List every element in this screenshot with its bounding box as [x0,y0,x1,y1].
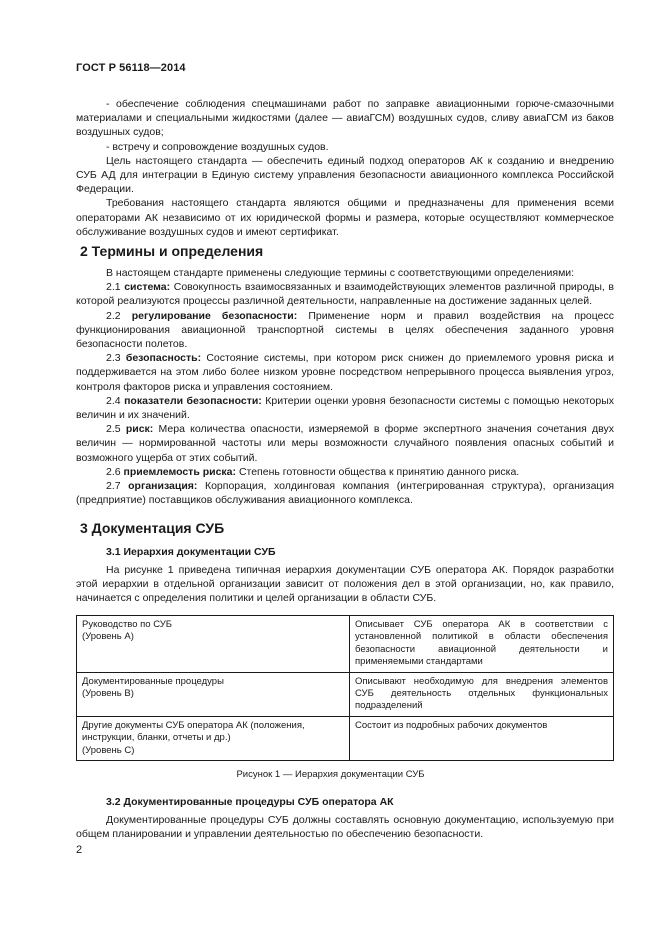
term-definition: Мера количества опасности, измеряемой в форме экспертного значения сочетания двух величин — нормированной частоты или меры возможности случайного появления опасных событий и возможного ущерба от этих событий. [76,423,614,464]
term-item: 2.7 организация: Корпорация, холдинговая компания (интегрированная структура), организация (предприятие) поставщиков обслуживания авиационного комплекса. [76,480,615,507]
table-row [77,672,614,716]
intro-block [76,97,614,239]
level-label: (Уровень С) [82,744,135,756]
table-row [77,616,614,673]
term-item: 2.5 риск: Мера количества опасности, измеряемой в форме экспертного значения сочетания двух величин — нормированной частоты или меры возможности случайного появления опасных событий и возможного ущерба от этих событий. [76,423,614,464]
subsection-3-1-paragraph-block [76,563,614,606]
section-2-title: 2 Термины и определения [80,243,264,259]
figure-caption: Рисунок 1 — Иерархия документации СУБ [236,769,425,780]
documentation-hierarchy-table [76,615,614,761]
intro-goal-paragraph: Цель настоящего стандарта — обеспечить единый подход операторов АК к созданию и внедрению СУБ АД для интеграции в Единую систему управления безопасности авиационного комплекса Российской Федерации. [76,154,614,196]
intro-bullet-1: - обеспечение соблюдения спецмашинами работ по заправке авиационными горюче-смазочными материалами и специальными жидкостями (далее — авиаГСМ) воздушных судов, сливу авиаГСМ из баков воздушных судов; [76,98,614,139]
level-cell [77,672,350,716]
section-3-title: 3 Документация СУБ [80,520,225,536]
standard-header: ГОСТ Р 56118—2014 [76,62,186,74]
level-description: Описывают необходимую для внедрения элементов СУБ деятельность отдельных функциональных подразделений [350,672,614,716]
subsection-3-1-title: 3.1 Иерархия документации СУБ [106,546,276,558]
page-number: 2 [76,844,83,856]
intro-bullet-2: - встречу и сопровождение воздушных судов. [106,140,329,153]
term-name: показатели безопасности: [124,394,262,407]
level-label: (Уровень А) [82,631,134,643]
term-item: 2.2 регулирование безопасности: Применение норм и правил воздействия на процесс функционирования авиационной транспортной системы в целях обеспечения заданного уровня безопасности полетов. [76,309,615,351]
term-name: приемлемость риска: [123,465,237,478]
level-title: Руководство по СУБ [82,619,173,630]
term-name: риск: [125,423,154,436]
level-label: (Уровень В) [82,688,134,700]
term-definition: Критерии оценки уровня безопасности системы с помощью некоторых величин и их значений. [76,394,614,422]
level-title: Документированные процедуры [82,675,224,687]
level-cell [77,716,350,760]
level-cell [77,616,350,673]
level-description: Описывает СУБ оператора АК в соответствии с установленной политикой в области обеспечения безопасности авиационной деятельности и применяемыми стандартами [350,616,614,673]
subsection-3-2-paragraph-block [76,813,614,841]
subsection-3-2-paragraph: Документированные процедуры СУБ должны составлять основную документацию, используемую при общем планировании и управлении деятельностью по обеспечению безопасности. [76,814,614,841]
term-definition: Состояние системы, при котором риск снижен до приемлемого уровня риска и поддерживается на этом либо более низком уровне посредством непрерывного процесса выявления угроз, контроля факторов риска и управления состоянием. [76,352,614,393]
table-row [77,716,614,760]
level-title: Другие документы СУБ оператора АК (положения, инструкции, бланки, отчеты и др.) [82,719,305,744]
term-definition: Корпорация, холдинговая компания (интегрированная структура), организация (предприятие) поставщиков обслуживания авиационного комплекса. [76,480,615,507]
term-definition: Степень готовности общества к принятию данного риска. [238,465,520,478]
term-item: 2.3 безопасность: Состояние системы, при котором риск снижен до приемлемого уровня риска и поддерживается на этом либо более низком уровне посредством непрерывного процесса выявления угроз, контроля факторов риска и управления состоянием. [76,352,614,393]
term-name: безопасность: [125,352,202,365]
term-name: организация: [128,480,198,493]
term-item: 2.6 приемлемость риска: Степень готовности общества к принятию данного риска. [106,465,520,478]
terms-block [76,266,614,507]
term-name: система: [124,281,171,294]
subsection-3-2-title: 3.2 Документированные процедуры СУБ оператора АК [106,796,394,808]
term-definition: Совокупность взаимосвязанных и взаимодействующих элементов различной природы, в которой реализуются процессы различной деятельности, направленные на достижение заданных целей. [76,281,614,308]
level-description: Состоит из подробных рабочих документов [350,716,614,760]
term-name: регулирование безопасности: [131,309,298,322]
subsection-3-1-paragraph: На рисунке 1 приведена типичная иерархия документации СУБ оператора АК. Порядок разработки этой иерархии в отдельной организации зависит от положения дел в этой организации, но, как правило, начинается с определения политики и целей организации в области СУБ. [76,564,614,605]
term-item: 2.1 система: Совокупность взаимосвязанных и взаимодействующих элементов различной природы, в которой реализуются процессы различной деятельности, направленные на достижение заданных целей. [76,281,614,308]
intro-requirements-paragraph: Требования настоящего стандарта являются общими и предназначены для применения всеми операторами АК независимо от их юридической формы и размера, которые осуществляют коммерческое обслуживание воздушных судов и имеют сертификат. [76,197,614,238]
term-item: 2.4 показатели безопасности: Критерии оценки уровня безопасности системы с помощью некоторых величин и их значений. [76,394,614,422]
terms-lead: В настоящем стандарте применены следующие термины с соответствующими определениями: [106,267,575,279]
term-definition: Применение норм и правил воздействия на процесс функционирования авиационной транспортной системы в целях обеспечения заданного уровня безопасности полетов. [76,309,615,351]
